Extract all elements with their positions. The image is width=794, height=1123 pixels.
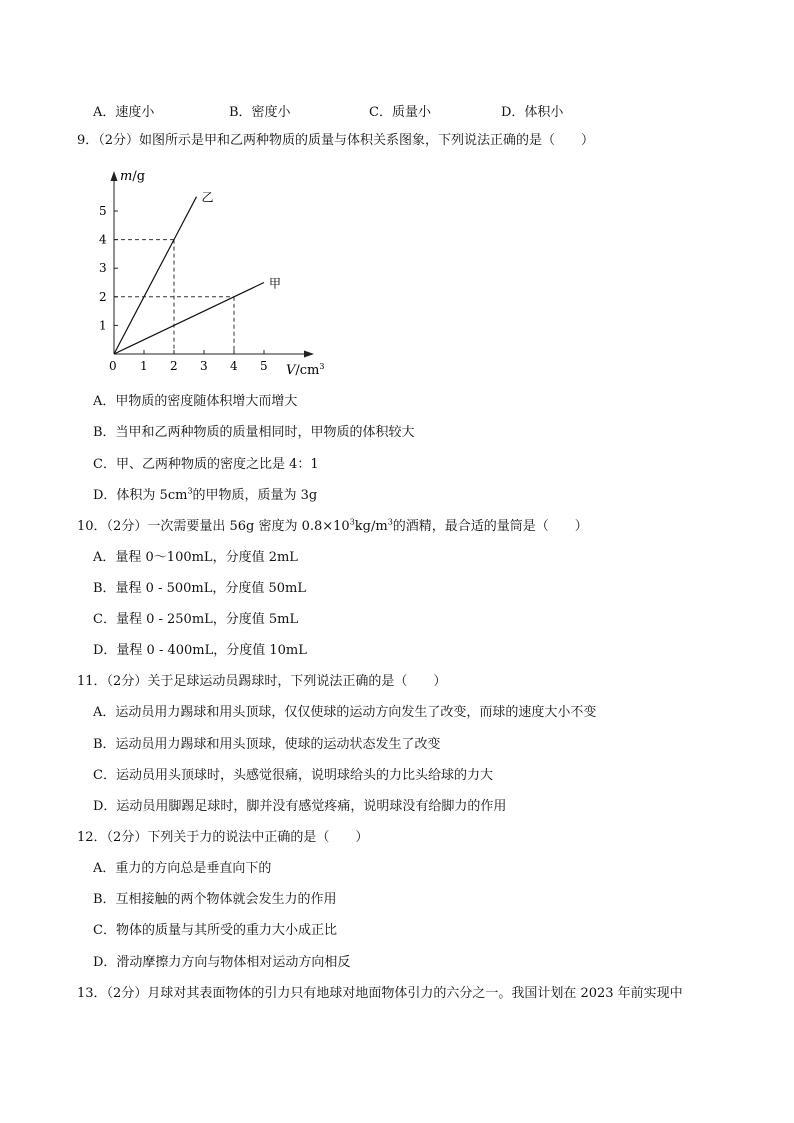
q10-option-a[interactable]: A．量程 0～100mL，分度值 2mL bbox=[93, 550, 298, 565]
series-line-甲 bbox=[114, 283, 264, 355]
origin-label: 0 bbox=[109, 359, 117, 373]
x-tick-label: 1 bbox=[140, 359, 148, 373]
q11-option-b[interactable]: B．运动员用力踢球和用头顶球，使球的运动状态发生了改变 bbox=[93, 737, 441, 752]
series-label: 甲 bbox=[269, 276, 282, 291]
x-tick-label: 5 bbox=[260, 359, 268, 373]
x-tick-label: 2 bbox=[170, 359, 178, 373]
series-label: 乙 bbox=[201, 190, 214, 205]
y-tick-label: 3 bbox=[99, 261, 107, 276]
q10-stem: 10．（2分）一次需要量出 56g 密度为 $0.8\times 10^3kg/m^3$的酒精，最合适的量筒是（ ） bbox=[77, 517, 588, 534]
y-tick-label: 1 bbox=[99, 318, 107, 333]
q12-stem: 12．（2分）下列关于力的说法中正确的是（ ） bbox=[77, 830, 369, 845]
y-tick-label: 2 bbox=[99, 289, 107, 304]
chart-guides bbox=[114, 240, 234, 354]
q10-option-b[interactable]: B．量程 0 - 500mL，分度值 50mL bbox=[93, 581, 307, 596]
q12-option-a[interactable]: A．重力的方向总是垂直向下的 bbox=[93, 861, 272, 876]
q12-option-d[interactable]: D．滑动摩擦力方向与物体相对运动方向相反 bbox=[93, 955, 351, 970]
y-tick-label: 4 bbox=[99, 232, 107, 247]
q9-option-a[interactable]: A．甲物质的密度随体积增大而增大 bbox=[93, 394, 298, 409]
q8-option-c[interactable]: C．质量小 bbox=[369, 105, 431, 120]
q12-option-c[interactable]: C．物体的质量与其所受的重力大小成正比 bbox=[93, 923, 337, 938]
y-tick-label: 5 bbox=[99, 204, 107, 218]
q12-option-b[interactable]: B．互相接触的两个物体就会发生力的作用 bbox=[93, 892, 337, 907]
q8-option-a[interactable]: A．速度小 bbox=[93, 105, 155, 120]
q11-option-a[interactable]: A．运动员用力踢球和用头顶球，仅仅使球的运动方向发生了改变，而球的速度大小不变 bbox=[93, 705, 597, 720]
q10-option-c[interactable]: C．量程 0 - 250mL，分度值 5mL bbox=[93, 612, 299, 627]
x-axis-label: $V/cm^3$ bbox=[286, 362, 325, 378]
x-axis-arrow bbox=[304, 351, 314, 358]
mass-volume-chart bbox=[90, 162, 350, 382]
q8-options bbox=[93, 101, 693, 119]
chart-ticks bbox=[99, 204, 268, 373]
q11-option-c[interactable]: C．运动员用头顶球时，头感觉很痛，说明球给头的力比头给球的力大 bbox=[93, 768, 493, 783]
q9-option-b[interactable]: B．当甲和乙两种物质的质量相同时，甲物质的体积较大 bbox=[93, 425, 415, 440]
q11-option-d[interactable]: D．运动员用脚踢足球时，脚并没有感觉疼痛，说明球没有给脚力的作用 bbox=[93, 799, 507, 814]
q9-option-d[interactable]: D．体积为 $5cm^3$的甲物质，质量为 3g bbox=[93, 486, 318, 503]
q9-stem: 9．（2分）如图所示是甲和乙两种物质的质量与体积关系图象，下列说法正确的是（ ） bbox=[77, 133, 595, 148]
q10-option-d[interactable]: D．量程 0 - 400mL，分度值 10mL bbox=[93, 643, 307, 658]
q9-option-c[interactable]: C．甲、乙两种物质的密度之比是 4：1 bbox=[93, 457, 319, 472]
x-tick-label: 3 bbox=[200, 359, 208, 373]
q8-option-d[interactable]: D．体积小 bbox=[501, 105, 564, 120]
x-tick-label: 4 bbox=[230, 359, 238, 373]
chart-series bbox=[114, 191, 281, 354]
y-axis-label: m/g bbox=[120, 169, 146, 184]
q8-option-b[interactable]: B．密度小 bbox=[229, 105, 291, 120]
series-line-乙 bbox=[114, 197, 197, 354]
q13-stem: 13．（2分）月球对其表面物体的引力只有地球对地面物体引力的六分之一。我国计划在 2023 年前实现中 bbox=[77, 986, 683, 1001]
y-axis-arrow bbox=[111, 171, 118, 181]
q11-stem: 11．（2分）关于足球运动员踢球时，下列说法正确的是（ ） bbox=[77, 674, 447, 689]
